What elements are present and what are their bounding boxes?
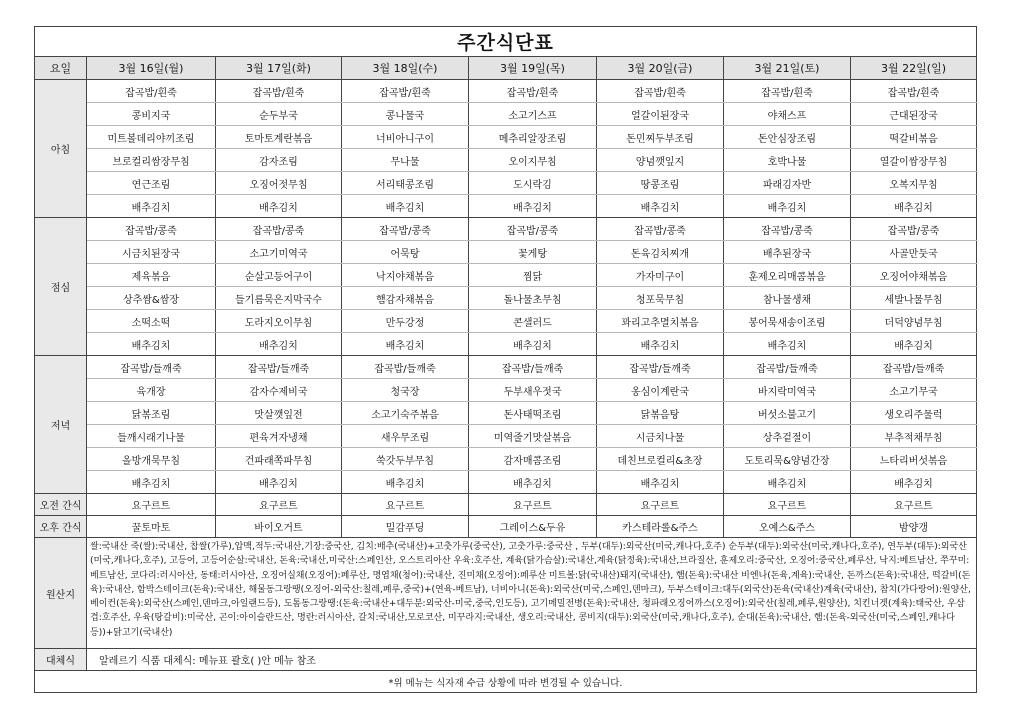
- menu-item: 배추김치: [851, 195, 977, 218]
- snack-item: 밤양갱: [851, 516, 977, 538]
- menu-item: 호박나물: [724, 149, 851, 172]
- menu-row: [35, 80, 977, 103]
- menu-item: 낙지야채볶음: [342, 264, 469, 287]
- snack-item: 밀감푸딩: [342, 516, 469, 538]
- menu-row: [35, 471, 977, 494]
- menu-item: 메추리알장조림: [469, 126, 597, 149]
- note-row: [35, 671, 977, 693]
- snack-row: [35, 494, 977, 516]
- page-title: 주간식단표: [35, 27, 977, 57]
- menu-item: 잡곡밥/흰죽: [342, 80, 469, 103]
- menu-item: 도라지오이무침: [216, 310, 342, 333]
- menu-item: 부추적채무침: [851, 425, 977, 448]
- menu-item: 돌나물초무침: [469, 287, 597, 310]
- menu-item: 순두부국: [216, 103, 342, 126]
- menu-row: [35, 448, 977, 471]
- menu-item: 배추김치: [724, 195, 851, 218]
- menu-item: 잡곡밥/들깨죽: [469, 356, 597, 379]
- menu-item: 훈제오리매콤볶음: [724, 264, 851, 287]
- menu-item: 열갈이쌈장무침: [851, 149, 977, 172]
- day-header: 3월 21일(토): [724, 57, 851, 80]
- menu-item: 느타리버섯볶음: [851, 448, 977, 471]
- menu-item: 만두강정: [342, 310, 469, 333]
- menu-row: [35, 287, 977, 310]
- menu-item: 버섯소불고기: [724, 402, 851, 425]
- menu-item: 잡곡밥/콩죽: [342, 218, 469, 241]
- menu-item: 잡곡밥/흰죽: [87, 80, 216, 103]
- menu-item: 올방개묵무침: [87, 448, 216, 471]
- menu-item: 맛살깻잎전: [216, 402, 342, 425]
- menu-item: 배추김치: [342, 471, 469, 494]
- footnote: *위 메뉴는 식자재 수급 상황에 따라 변경될 수 있습니다.: [35, 671, 977, 693]
- origin-row: [35, 538, 977, 649]
- meal-label: 아침: [35, 80, 87, 218]
- menu-item: 청포묵무침: [597, 287, 724, 310]
- menu-item: 근대된장국: [851, 103, 977, 126]
- day-header: 3월 20일(금): [597, 57, 724, 80]
- snack-item: 요구르트: [469, 494, 597, 516]
- menu-row: [35, 172, 977, 195]
- snack-item: 오예스&주스: [724, 516, 851, 538]
- snack-item: 카스테라롤&주스: [597, 516, 724, 538]
- snack-item: 요구르트: [342, 494, 469, 516]
- menu-item: 잡곡밥/들깨죽: [216, 356, 342, 379]
- menu-item: 미트볼데리야끼조림: [87, 126, 216, 149]
- menu-item: 두부새우젓국: [469, 379, 597, 402]
- menu-item: 시금치나물: [597, 425, 724, 448]
- menu-item: 잡곡밥/들깨죽: [597, 356, 724, 379]
- menu-item: 사골만둣국: [851, 241, 977, 264]
- menu-row: [35, 264, 977, 287]
- menu-row: [35, 402, 977, 425]
- day-header: 3월 16일(월): [87, 57, 216, 80]
- menu-item: 콩나물국: [342, 103, 469, 126]
- menu-item: 가자미구이: [597, 264, 724, 287]
- day-header: 3월 17일(화): [216, 57, 342, 80]
- menu-item: 도시락김: [469, 172, 597, 195]
- menu-item: 브로컬리쌈장무침: [87, 149, 216, 172]
- day-header-label: 요일: [35, 57, 87, 80]
- menu-item: 잡곡밥/흰죽: [724, 80, 851, 103]
- menu-item: 야채스프: [724, 103, 851, 126]
- menu-item: 육개장: [87, 379, 216, 402]
- day-header: 3월 18일(수): [342, 57, 469, 80]
- menu-item: 연근조림: [87, 172, 216, 195]
- menu-item: 돈민찌두부조림: [597, 126, 724, 149]
- day-header: 3월 19일(목): [469, 57, 597, 80]
- menu-row: [35, 379, 977, 402]
- menu-row: [35, 103, 977, 126]
- menu-item: 소고기미역국: [216, 241, 342, 264]
- menu-item: 서리태콩조림: [342, 172, 469, 195]
- menu-row: [35, 241, 977, 264]
- menu-item: 배추김치: [597, 195, 724, 218]
- menu-table: [34, 26, 977, 693]
- menu-item: 세발나물무침: [851, 287, 977, 310]
- menu-item: 오징어야채볶음: [851, 264, 977, 287]
- snack-item: 꿀토마토: [87, 516, 216, 538]
- menu-row: [35, 333, 977, 356]
- menu-item: 배추김치: [724, 333, 851, 356]
- menu-item: 돈안심장조림: [724, 126, 851, 149]
- menu-item: 배추김치: [597, 333, 724, 356]
- menu-item: 오징어젓무침: [216, 172, 342, 195]
- menu-row: [35, 218, 977, 241]
- menu-item: 잡곡밥/들깨죽: [724, 356, 851, 379]
- menu-item: 잡곡밥/콩죽: [597, 218, 724, 241]
- menu-item: 잡곡밥/콩죽: [469, 218, 597, 241]
- menu-item: 배추김치: [469, 333, 597, 356]
- menu-item: 배추김치: [851, 471, 977, 494]
- menu-item: 오복지무침: [851, 172, 977, 195]
- snack-label: 오후 간식: [35, 516, 87, 538]
- menu-item: 참나물생채: [724, 287, 851, 310]
- menu-item: 데친브로컬리&초장: [597, 448, 724, 471]
- menu-item: 햄감자채볶음: [342, 287, 469, 310]
- menu-item: 청국장: [342, 379, 469, 402]
- menu-item: 찜닭: [469, 264, 597, 287]
- snack-item: 요구르트: [724, 494, 851, 516]
- snack-row: [35, 516, 977, 538]
- menu-item: 배추김치: [87, 195, 216, 218]
- menu-item: 너비아니구이: [342, 126, 469, 149]
- menu-item: 잡곡밥/흰죽: [469, 80, 597, 103]
- menu-item: 꽈리고추멸치볶음: [597, 310, 724, 333]
- menu-item: 배추된장국: [724, 241, 851, 264]
- menu-item: 꽃게탕: [469, 241, 597, 264]
- menu-item: 봉어묵새송이조림: [724, 310, 851, 333]
- menu-item: 배추김치: [216, 195, 342, 218]
- menu-item: 배추김치: [724, 471, 851, 494]
- menu-item: 돈사태떡조림: [469, 402, 597, 425]
- menu-item: 상추겉절이: [724, 425, 851, 448]
- menu-item: 옹심이계란국: [597, 379, 724, 402]
- menu-item: 배추김치: [216, 333, 342, 356]
- day-header-row: [35, 57, 977, 80]
- menu-item: 닭볶음탕: [597, 402, 724, 425]
- menu-item: 배추김치: [469, 195, 597, 218]
- snack-item: 바이오거트: [216, 516, 342, 538]
- menu-item: 콩비지국: [87, 103, 216, 126]
- menu-item: 들기름묵은지막국수: [216, 287, 342, 310]
- menu-item: 더덕양념무침: [851, 310, 977, 333]
- menu-item: 콘샐러드: [469, 310, 597, 333]
- snack-item: 그레이스&두유: [469, 516, 597, 538]
- weekly-menu-sheet: [34, 26, 976, 693]
- menu-item: 양념깻잎지: [597, 149, 724, 172]
- menu-item: 제육볶음: [87, 264, 216, 287]
- menu-row: [35, 356, 977, 379]
- menu-item: 오이지무침: [469, 149, 597, 172]
- menu-row: [35, 425, 977, 448]
- menu-item: 쑥갓두부무침: [342, 448, 469, 471]
- menu-item: 생오리주물럭: [851, 402, 977, 425]
- menu-item: 배추김치: [87, 471, 216, 494]
- menu-row: [35, 195, 977, 218]
- menu-item: 상추쌈&쌈장: [87, 287, 216, 310]
- origin-text: 쌀:국내산 죽(쌀):국내산, 찹쌀(가루),압맥,적두:국내산,기장:중국산, 김치:배추(국내산)+고춧가루(중국산), 고춧가루:중국산 , 두부(대두):외국산(미국,캐나다,호주) 순두부(대두):외국산(미국,캐나다,호주), 연두부(대두):외국산(미국,캐나다,호주), 고등어, 고등어순살:국내산, 돈육:국내산,미국산:스페인산, 오스트리아산 우육:호주산, 계육(닭가슴살):국내산,계육(닭정육):국내산,브라질산, 훈제오리:중국산, 오징어:중국산,페루산, 낙지:베트남산, 쭈꾸미:베트남산, 코다리:러시아산, 동태:러시아산, 오징어실채(오징어):페루산, 명엽채(청어):국내산, 진미채(오징어):페루산 미트볼:닭(국내산)돼지(국내산), 햄(돈육):국내산 비엔나(돈육,계육):국내산, 돈까스(돈육):국내산, 떡갈비(돈육):국내산, 함박스테이크(돈육):국내산, 해물동그랑땡(오징어-외국산:칠레,페루,중국)+(연육-베트남), 너비아니(돈육):외국산(미국,스페인,덴마크), 두부스테이크:대두(외국산)돈육(국내산)계육(국내산), 참치(가다랑어):원양산, 베이컨(돈육):외국산(스페인,덴마크,아일랜드등), 도톰동그랑땡:(돈육:국내산+대두분:외국산-미국,중국,인도등), 고기메밀전병(돈육):국내산, 청파래오징어까스(오징어):외국산(칠레,페루,원양산), 치킨너겟(계육):태국산, 우삼겹:호주산, 우육(탕갈비):미국산, 곤이:아이슬란드산, 명란:러시아산, 갈치:국내산,모로코산, 미꾸라지:국내산, 생오리:국내산, 콩비지(대두):외국산(미국,캐나다,호주), 순대(돈육):국내산, 햄:(돈육-외국산(미국,스페인,캐나다등))+닭고기(국내산): [87, 538, 977, 649]
- menu-item: 소떡소떡: [87, 310, 216, 333]
- menu-item: 미역줄기맛살볶음: [469, 425, 597, 448]
- menu-item: 무나물: [342, 149, 469, 172]
- meal-label: 점심: [35, 218, 87, 356]
- menu-item: 닭볶조림: [87, 402, 216, 425]
- snack-item: 요구르트: [851, 494, 977, 516]
- menu-item: 파래김자반: [724, 172, 851, 195]
- menu-item: 잡곡밥/흰죽: [597, 80, 724, 103]
- menu-item: 감자조림: [216, 149, 342, 172]
- substitute-row: [35, 649, 977, 671]
- substitute-text: 알레르기 식품 대체식: 메뉴표 괄호( )안 메뉴 참조: [87, 649, 977, 671]
- menu-item: 잡곡밥/콩죽: [87, 218, 216, 241]
- menu-item: 잡곡밥/흰죽: [216, 80, 342, 103]
- menu-row: [35, 310, 977, 333]
- menu-item: 새우무조림: [342, 425, 469, 448]
- menu-item: 토마토계란볶음: [216, 126, 342, 149]
- menu-item: 순살고등어구이: [216, 264, 342, 287]
- substitute-label: 대체식: [35, 649, 87, 671]
- origin-label: 원산지: [35, 538, 87, 649]
- menu-item: 어묵탕: [342, 241, 469, 264]
- menu-item: 배추김치: [87, 333, 216, 356]
- menu-item: 들깨시래기나물: [87, 425, 216, 448]
- meal-label: 저녁: [35, 356, 87, 494]
- menu-item: 배추김치: [469, 471, 597, 494]
- snack-label: 오전 간식: [35, 494, 87, 516]
- menu-item: 소고기무국: [851, 379, 977, 402]
- menu-item: 배추김치: [597, 471, 724, 494]
- menu-item: 배추김치: [342, 195, 469, 218]
- menu-item: 배추김치: [851, 333, 977, 356]
- day-header: 3월 22일(일): [851, 57, 977, 80]
- menu-item: 건파래쪽파무침: [216, 448, 342, 471]
- menu-item: 잡곡밥/들깨죽: [851, 356, 977, 379]
- menu-item: 땅콩조림: [597, 172, 724, 195]
- menu-item: 소고기스프: [469, 103, 597, 126]
- menu-item: 도토리묵&양념간장: [724, 448, 851, 471]
- menu-item: 잡곡밥/콩죽: [851, 218, 977, 241]
- menu-item: 배추김치: [342, 333, 469, 356]
- menu-item: 돈육김치찌개: [597, 241, 724, 264]
- menu-item: 잡곡밥/들깨죽: [87, 356, 216, 379]
- menu-item: 바지락미역국: [724, 379, 851, 402]
- menu-row: [35, 126, 977, 149]
- snack-item: 요구르트: [87, 494, 216, 516]
- menu-item: 떡갈비볶음: [851, 126, 977, 149]
- menu-item: 잡곡밥/콩죽: [216, 218, 342, 241]
- snack-item: 요구르트: [597, 494, 724, 516]
- snack-item: 요구르트: [216, 494, 342, 516]
- menu-item: 잡곡밥/콩죽: [724, 218, 851, 241]
- menu-item: 소고기숙주볶음: [342, 402, 469, 425]
- menu-item: 감자매콤조림: [469, 448, 597, 471]
- menu-item: 감자수제비국: [216, 379, 342, 402]
- menu-item: 잡곡밥/흰죽: [851, 80, 977, 103]
- menu-row: [35, 149, 977, 172]
- menu-item: 편육겨자냉채: [216, 425, 342, 448]
- menu-item: 얼갈이된장국: [597, 103, 724, 126]
- menu-item: 잡곡밥/들깨죽: [342, 356, 469, 379]
- menu-item: 배추김치: [216, 471, 342, 494]
- menu-item: 시금치된장국: [87, 241, 216, 264]
